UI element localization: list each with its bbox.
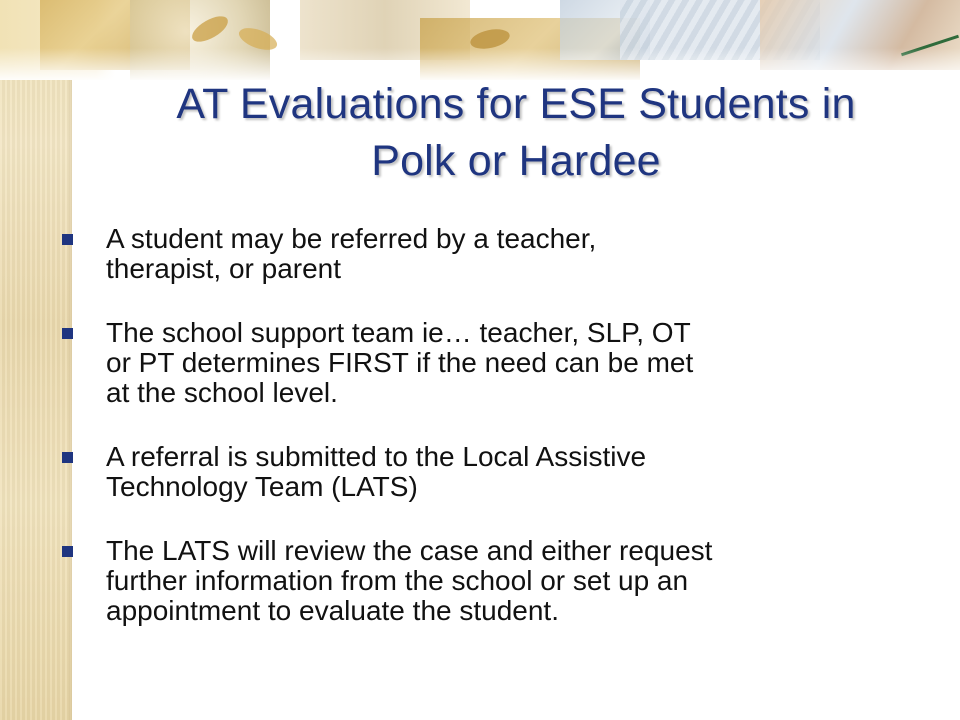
bullet-line: therapist, or parent: [106, 253, 342, 284]
bullet-line: The school support team ie… teacher, SLP, OT: [106, 317, 691, 348]
bullet-item: [58, 536, 938, 626]
bullet-line: The LATS will review the case and either request: [106, 535, 713, 566]
title-line: Polk or Hardee: [371, 137, 661, 185]
square-bullet-icon: [62, 234, 73, 245]
bullet-line: appointment to evaluate the student.: [106, 595, 559, 626]
bullet-item: [58, 442, 938, 502]
bullet-item: [58, 224, 938, 284]
square-bullet-icon: [62, 328, 73, 339]
square-bullet-icon: [62, 452, 73, 463]
bullet-item: [58, 318, 938, 408]
bullet-line: Technology Team (LATS): [106, 471, 418, 502]
title-line: AT Evaluations for ESE Students in: [176, 80, 856, 128]
top-decorative-collage: [0, 0, 960, 80]
slide-title: [72, 76, 960, 190]
square-bullet-icon: [62, 546, 73, 557]
bullet-list: [58, 224, 938, 626]
bullet-line: further information from the school or set up an: [106, 565, 689, 596]
bullet-line: A referral is submitted to the Local Assistive: [106, 441, 647, 472]
bullet-line: or PT determines FIRST if the need can be met: [106, 347, 694, 378]
bullet-line: at the school level.: [106, 377, 338, 408]
collage-fade: [0, 0, 960, 80]
bullet-line: A student may be referred by a teacher,: [106, 223, 597, 254]
